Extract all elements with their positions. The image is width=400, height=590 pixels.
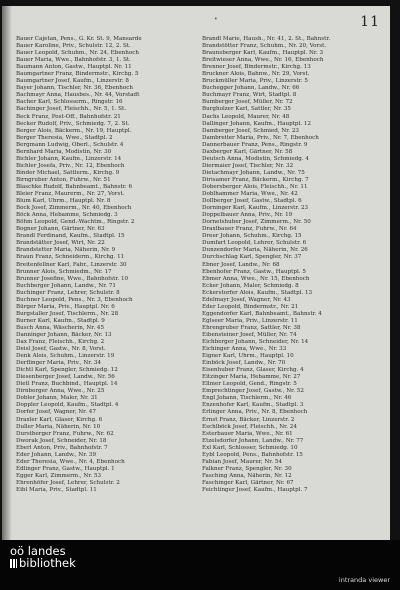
directory-entry: Dichtl Karl, Spengler, Schmiedg. 12 xyxy=(16,367,118,374)
directory-entry: Bumberger Josef, Müller, Nr. 72 xyxy=(202,99,293,106)
right-column xyxy=(202,36,384,494)
directory-entry: Feichtinger Josef, Kaufm., Hauptpl. 7 xyxy=(202,487,308,493)
directory-entry: Dannerbauer Franz, Pens., Ringstr. 9 xyxy=(202,141,308,148)
directory-entry: Buchmayr Franz, Wirt, Stadtpl. 8 xyxy=(202,92,297,99)
directory-entry: Ebmer Anna, Wwe., Nr. 15, Ebenhoch xyxy=(202,275,310,282)
directory-entry: Bauer Leopold, Schuhm., Nr. 24, Ebenhoch xyxy=(16,50,139,57)
directory-entry: Eder Johann, Landw., Nr. 39 xyxy=(16,451,97,458)
directory-entry: Dambreiter Maria, Priv., Nr. 7, Ebenhoch xyxy=(202,134,319,141)
directory-entry: Brandstetter Maria, Näherin, Nr. 9 xyxy=(16,247,116,254)
directory-entry: Dreer Johann, Schuhm., Kirchg. 15 xyxy=(202,233,302,240)
directory-entry: Derflinger Maria, Priv., Nr. 34 xyxy=(16,360,102,367)
directory-entry: Bürger Maria, Priv., Hauptpl. Nr. 6 xyxy=(16,303,115,310)
directory-entry: Bayer Johann, Tischler, Nr. 36, Ebenhoch xyxy=(16,85,133,92)
directory-entry: Eichinger Anna, Wwe., Nr. 33 xyxy=(202,346,287,353)
directory-entry: Doppelbauer Anna, Priv., Nr. 19 xyxy=(202,212,293,219)
directory-entry: Danninger Johann, Bäcker, Nr. 13 xyxy=(16,331,112,338)
directory-entry: Eibensteiner Josef, Müller, Nr. 74 xyxy=(202,331,297,338)
directory-entry: Draxler Karl, Glaser, Kirchg. 6 xyxy=(16,416,103,423)
directory-entry: Bichler Johann, Kaufm., Linzerstr. 14 xyxy=(16,155,122,162)
directory-entry: Deisl Josef, Gastw., Nr. 8, Vorst. xyxy=(16,346,106,353)
directory-entry: Eisenhuber Franz, Glaser, Kirchg. 4 xyxy=(202,367,304,374)
directory-entry: Dumfart Leopold, Lehrer, Schulstr. 6 xyxy=(202,240,307,247)
directory-entry: Braunsberger Karl, Kaufm., Hauptpl. Nr. 3 xyxy=(202,50,324,57)
directory-entry: Böck Anna, Hebamme, Schmiedg. 3 xyxy=(16,212,118,219)
directory-entry: Brandl Ferdinand, Kaufm., Stadtpl. 15 xyxy=(16,233,125,240)
directory-entry: Birngruber Anton, Fuhrw., Nr. 51 xyxy=(16,176,111,183)
directory-entry: Braun Franz, Schneiderm., Kirchg. 11 xyxy=(16,254,125,261)
directory-entry: Buchberger Johann, Landw., Nr. 71 xyxy=(16,282,116,289)
directory-entry: Burgholzer Karl, Sattler, Nr. 35 xyxy=(202,106,291,113)
directory-entry: Doppler Leopold, Kaufm., Stadtpl. 4 xyxy=(16,402,119,409)
directory-entry: Eberl Anton, Priv., Bahnhofstr. 7 xyxy=(16,444,108,451)
directory-entry: Enzenhofer Karl, Kaufm., Stadtpl. 3 xyxy=(202,402,304,409)
directory-entry: Böhm Leopold, Gend.-Wachtm., Ringstr. 2 xyxy=(16,219,135,226)
directory-entry: Ebner Josef, Landw., Nr. 68 xyxy=(202,261,280,268)
directory-entry: Eglseer Maria, Priv., Linzerstr. 11 xyxy=(202,317,298,324)
directory-entry: Burner Karl, Kaufm., Stadtpl. 9 xyxy=(16,317,105,324)
directory-entry: Durstberger Franz, Fuhrw., Nr. 62 xyxy=(16,430,114,437)
directory-entry: Dirnberger Anna, Wwe., Nr. 25 xyxy=(16,388,105,395)
directory-entry: Brenner Josef, Bindermstr., Kirchg. 13 xyxy=(202,64,311,71)
directory-entry: Durchschlag Karl, Spengler, Nr. 37 xyxy=(202,254,302,261)
directory-entry: Eder Leopold, Bindermstr., Nr. 21 xyxy=(202,303,299,310)
directory-entry: Deutsch Anna, Modistin, Schmiedg. 4 xyxy=(202,155,309,162)
directory-entry: Eder Theresia, Wwe., Nr. 4, Ebenhoch xyxy=(16,458,125,465)
directory-entry: Bock Josef, Zimmerm., Nr. 40, Ebenhoch xyxy=(16,205,132,212)
logo-line-2 xyxy=(10,557,76,569)
directory-entry: Edelmayr Josef, Wagner, Nr. 43 xyxy=(202,296,291,303)
directory-entry: Eichberger Johann, Schneider, Nr. 14 xyxy=(202,339,309,346)
directory-entry: Dietachmayr Johann, Landw., Nr. 75 xyxy=(202,169,305,176)
directory-entry: Dollberger Josef, Gastw., Stadtpl. 6 xyxy=(202,198,302,205)
directory-entry: Ecker Johann, Maler, Schmiedg. 8 xyxy=(202,282,299,289)
directory-entry: Emprechtinger Josef, Gastw., Nr. 52 xyxy=(202,388,304,395)
directory-entry: Dax Franz, Fleischh., Kirchg. 2 xyxy=(16,339,105,346)
directory-entry: Buchegger Johann, Landw., Nr. 66 xyxy=(202,85,300,92)
directory-entry: Ebenhofer Franz, Gastw., Hauptpl. 5 xyxy=(202,268,306,275)
directory-entry: Eigner Karl, Uhrm., Hauptpl. 10 xyxy=(202,353,294,360)
directory-entry: Bachinger Josef, Fleischh., Nr. 5, 1. St. xyxy=(16,106,127,113)
directory-entry: Dietl Franz, Buchbind., Hauptpl. 14 xyxy=(16,381,118,388)
directory-entry: Fasching Anna, Näherin, Nr. 12 xyxy=(202,472,292,479)
directory-entry: Brunner Josefine, Wwe., Bahnhofstr. 10 xyxy=(16,275,129,282)
directory-entry: Bacher Karl, Schlosserm., Ringstr. 16 xyxy=(16,99,123,106)
directory-entry: Brandstätter Josef, Wirt, Nr. 22 xyxy=(16,240,105,247)
directory-entry: Duller Maria, Näherin, Nr. 10 xyxy=(16,423,101,430)
directory-entry: Erlinger Anna, Priv., Nr. 8, Ebenhoch xyxy=(202,409,308,416)
directory-entry: Eybl Leopold, Pens., Bahnhofstr. 15 xyxy=(202,451,303,458)
directory-entry: Dachs Leopold, Maurer, Nr. 48 xyxy=(202,113,290,120)
directory-entry: Dobersberger Alois, Fleischh., Nr. 11 xyxy=(202,183,308,190)
page-number: 11 xyxy=(360,14,380,30)
directory-entry: Bernhard Maria, Modistin, Nr. 30 xyxy=(16,148,112,155)
directory-entry: Dallinger Johann, Kaufm., Hauptpl. 12 xyxy=(202,120,311,127)
directory-entry: Baumgartner Josef, Kaufm., Linzerstr. 8 xyxy=(16,78,129,85)
directory-entry: Ehrengruber Franz, Sattler, Nr. 38 xyxy=(202,324,301,331)
directory-entry: Falkner Franz, Spengler, Nr. 30 xyxy=(202,465,292,472)
logo-line-1: oö landes xyxy=(10,544,66,558)
page-gutter-shadow xyxy=(2,6,12,540)
directory-entry: Diermaier Josef, Tischler, Nr. 32 xyxy=(202,162,294,169)
directory-entry: Edlinger Franz, Gastw., Hauptpl. 1 xyxy=(16,465,115,472)
directory-entry: Bergmann Ludwig, Oberl., Schulstr. 4 xyxy=(16,141,124,148)
directory-entry: Dobler Johann, Maler, Nr. 31 xyxy=(16,395,98,402)
directory-entry: Bruckmüller Maria, Priv., Linzerstr. 5 xyxy=(202,78,308,85)
directory-entry: Baumann Anton, Gastw., Hauptpl. Nr. 11 xyxy=(16,64,132,71)
directory-entry: Etzelsdorfer Johann, Landw., Nr. 77 xyxy=(202,437,304,444)
directory-entry: Eckerstorfer Alois, Kaufm., Stadtpl. 13 xyxy=(202,289,313,296)
directory-entry: Berger Theresia, Wwe., Stadtpl. 2 xyxy=(16,134,113,141)
viewer-label[interactable]: intranda viewer xyxy=(338,576,390,584)
directory-entry: Brunner Alois, Schmiedm., Nr. 17 xyxy=(16,268,112,275)
directory-entry: Bauer Cajetan, Pens., G. Kr. St. 9, Mansarde xyxy=(16,36,142,42)
directory-entry: Bogner Johann, Gärtner, Nr. 63 xyxy=(16,226,105,233)
directory-entry: Blaschke Rudolf, Bahnbeamt., Bahnstr. 6 xyxy=(16,183,133,190)
directory-entry: Buchinger Franz, Lehrer, Schulstr. 8 xyxy=(16,289,120,296)
directory-entry: Faschinger Karl, Gärtner, Nr. 67 xyxy=(202,479,294,486)
directory-entry: Bauer Maria, Wwe., Bahnhofstr. 3, 1. St. xyxy=(16,57,131,64)
directory-entry: Egger Karl, Zimmerm., Nr. 53 xyxy=(16,472,102,479)
directory-entry: Bleier Franz, Maurerm., Nr. 27, Vorst. xyxy=(16,191,125,198)
directory-entry: Esterbauer Maria, Wwe., Nr. 61 xyxy=(202,430,293,437)
left-column xyxy=(16,36,198,494)
directory-entry: Draxlbauer Franz, Fuhrw., Nr. 64 xyxy=(202,226,297,233)
directory-entry: Brandstötter Franz, Schuhm., Nr. 20, Vorst. xyxy=(202,43,327,50)
directory-entry: Fabian Josef, Maurer, Nr. 54 xyxy=(202,458,283,465)
directory-entry: Dorninger Karl, Kaufm., Linzerstr. 23 xyxy=(202,205,309,212)
directory-entry: Dirisamer Franz, Bäckerm., Kirchg. 7 xyxy=(202,176,309,183)
directory-entry: Baumgartner Franz, Bindermstr., Kirchg. 5 xyxy=(16,71,139,78)
directory-entry: Bachmayr Anna, Hausbes., Nr. 44, Vorstadt xyxy=(16,92,140,99)
directory-entry: Bichler Josefa, Priv., Nr. 12, Ebenhoch xyxy=(16,162,125,169)
directory-entry: Brandl Marie, Haush., Nr. 41, 2. St., Bahnstr. xyxy=(202,36,331,42)
directory-entry: Dunzendorfer Maria, Näherin, Nr. 26 xyxy=(202,247,308,254)
directory-entry: Ellmer Leopold, Gend., Ringstr. 5 xyxy=(202,381,297,388)
directory-entry: Eggendorfer Karl, Bahnbeamt., Bahnstr. 4 xyxy=(202,310,322,317)
library-logo[interactable] xyxy=(10,545,76,569)
directory-entry: Breitwieser Anna, Wwe., Nr. 16, Ebenhoch xyxy=(202,57,324,64)
directory-entry: Binder Michael, Sattlerm., Kirchg. 9 xyxy=(16,169,120,176)
directory-entry: Daxberger Karl, Gärtner, Nr. 58 xyxy=(202,148,293,155)
logo-line-2-text: bibliothek xyxy=(19,556,76,570)
directory-entry: Beck Franz, Post-Off., Bahnhofstr. 21 xyxy=(16,113,121,120)
directory-entry: Bauer Karoline, Priv., Schulstr. 12, 2. St. xyxy=(16,43,131,50)
logo-bars-icon xyxy=(10,559,17,568)
directory-entry: Eitzinger Maria, Hebamme, Nr. 27 xyxy=(202,374,301,381)
directory-entry: Blum Karl, Uhrm., Hauptpl. Nr. 8 xyxy=(16,198,111,205)
directory-entry: Doblhammer Maria, Wwe., Nr. 42 xyxy=(202,191,298,198)
directory-page xyxy=(2,6,390,540)
directory-entry: Breitenfellner Karl, Fabr., Linzerstr. 30 xyxy=(16,261,127,268)
directory-entry: Dornetshuber Josef, Zimmerm., Nr. 50 xyxy=(202,219,311,226)
directory-entry: Bruckner Alois, Bahnw., Nr. 29, Vorst. xyxy=(202,71,310,78)
directory-entry: Damberger Josef, Schmied, Nr. 23 xyxy=(202,127,299,134)
directory-entry: Eschlböck Josef, Fleischh., Nr. 24 xyxy=(202,423,297,430)
directory-entry: Denk Alois, Schuhm., Linzerstr. 19 xyxy=(16,353,115,360)
directory-entry: Dworak Josef, Schneider, Nr. 18 xyxy=(16,437,107,444)
directory-entry: Diesenberger Josef, Landw., Nr. 56 xyxy=(16,374,115,381)
directory-entry: Ernst Franz, Bäcker, Linzerstr. 2 xyxy=(202,416,295,423)
directory-entry: Eibl Maria, Priv., Stadtpl. 11 xyxy=(16,487,97,493)
directory-entry: Burgstaller Josef, Tischlerm., Nr. 28 xyxy=(16,310,119,317)
directory-entry: Exl Karl, Schlosser, Schmiedg. 10 xyxy=(202,444,298,451)
directory-entry: Einböck Josef, Landw., Nr. 70 xyxy=(202,360,286,367)
directory-entry: Engl Johann, Tischlerm., Nr. 46 xyxy=(202,395,292,402)
directory-entry: Busch Anna, Wäscherin, Nr. 45 xyxy=(16,324,104,331)
directory-entry: Becker Rudolf, Priv., Schmiedg. 7, 2. St. xyxy=(16,120,130,127)
page-top-mark: • xyxy=(214,16,218,23)
directory-entry: Ehrenhöfer Josef, Lehrer, Schulstr. 2 xyxy=(16,479,120,486)
directory-entry: Buchner Leopold, Pens., Nr. 3, Ebenhoch xyxy=(16,296,133,303)
directory-entry: Berger Alois, Bäckerm., Nr. 19, Hauptpl. xyxy=(16,127,132,134)
directory-entry: Dorfer Josef, Wagner, Nr. 47 xyxy=(16,409,96,416)
